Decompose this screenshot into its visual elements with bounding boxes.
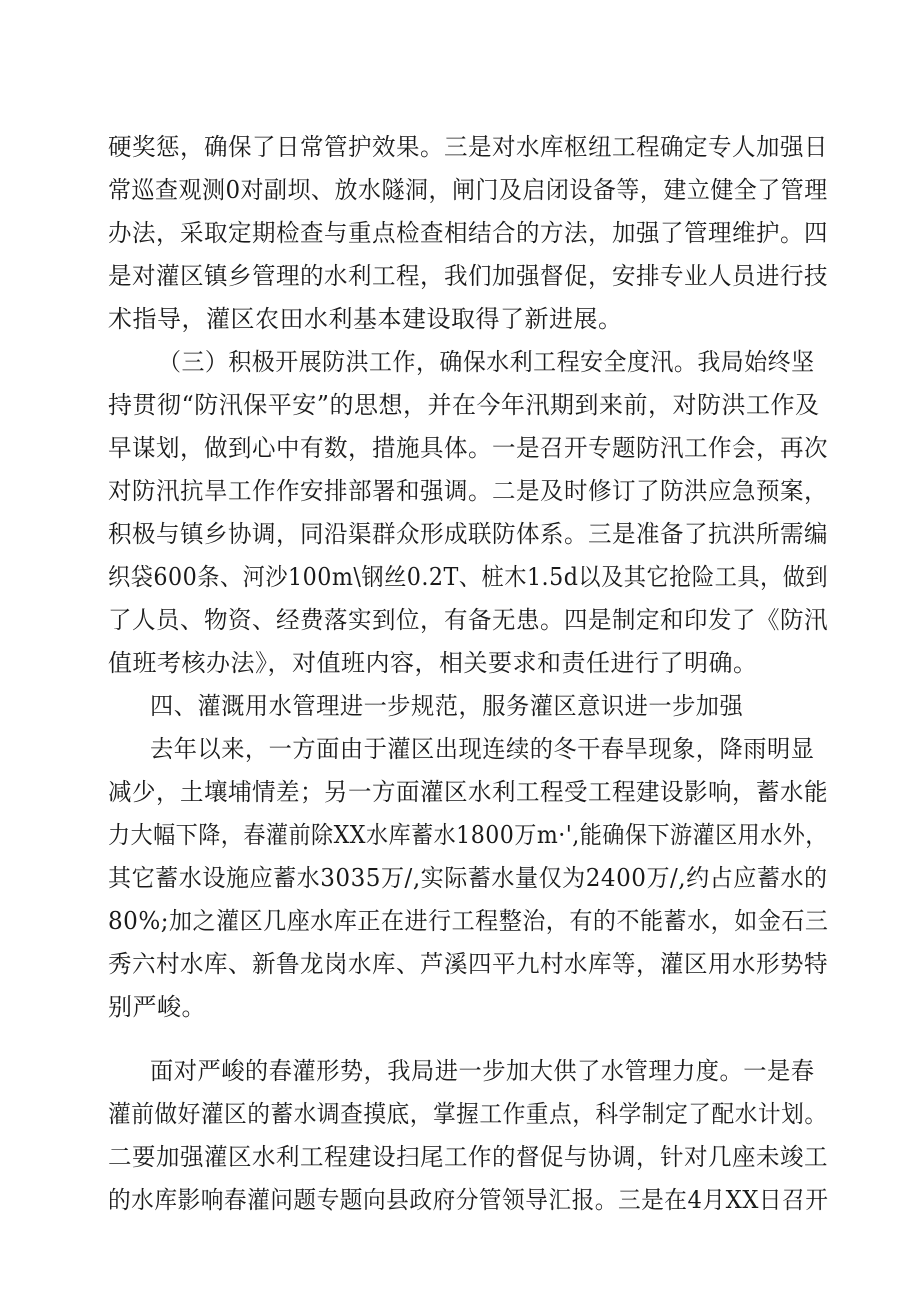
text-line-23: 灌前做好灌区的蓄水调查摸底，掌握工作重点，科学制定了配水计划。 bbox=[108, 1100, 828, 1128]
text-line-05: 术指导，灌区农田水利基本建设取得了新进展。 bbox=[108, 305, 623, 333]
text-line-15: 去年以来，一方面由于灌区出现连续的冬干春旱现象，降雨明显 bbox=[150, 735, 815, 763]
text-line-01: 硬奖惩，确保了日常管护效果。三是对水库枢纽工程确定专人加强日 bbox=[108, 133, 829, 161]
text-line-25: 的水库影响春灌问题专题向县政府分管领导汇报。三是在4月XX日召开 bbox=[108, 1186, 829, 1214]
text-line-04: 是对灌区镇乡管理的水利工程，我们加强督促，安排专业人员进行技 bbox=[108, 262, 829, 290]
section-heading: 四、灌溉用水管理进一步规范，服务灌区意识进一步加强 bbox=[150, 692, 744, 720]
text-line-24: 二要加强灌区水利工程建设扫尾工作的督促与协调，针对几座未竣工 bbox=[108, 1143, 829, 1171]
text-line-22: 面对严峻的春灌形势，我局进一步加大供了水管理力度。一是春 bbox=[150, 1057, 815, 1085]
text-line-10: 积极与镇乡协调，同沿渠群众形成联防体系。三是准备了抗洪所需编 bbox=[108, 520, 829, 548]
text-line-02: 常巡查观测0对副坝、放水隧洞，闸门及启闭设备等，建立健全了管理 bbox=[108, 176, 828, 204]
text-line-19: 80%;加之灌区几座水库正在进行工程整治，有的不能蓄水，如金石三 bbox=[108, 907, 829, 935]
text-line-09: 对防汛抗旱工作作安排部署和强调。二是及时修订了防洪应急预案， bbox=[108, 477, 829, 505]
text-line-21: 别严峻。 bbox=[108, 993, 206, 1021]
text-line-12: 了人员、物资、经费落实到位，有备无患。四是制定和印发了《防汛 bbox=[108, 606, 829, 634]
text-line-03: 办法，采取定期检查与重点检查相结合的方法，加强了管理维护。四 bbox=[108, 219, 829, 247]
text-line-20: 秀六村水库、新鲁龙岗水库、芦溪四平九村水库等，灌区用水形势特 bbox=[108, 950, 829, 978]
text-line-16: 减少，土壤埔情差；另一方面灌区水利工程受工程建设影响，蓄水能 bbox=[108, 778, 829, 806]
text-line-06: （三）积极开展防洪工作，确保水利工程安全度汛。我局始终坚 bbox=[158, 348, 815, 376]
text-line-18: 其它蓄水设施应蓄水3035万/,实际蓄水量仅为2400万/,约占应蓄水的 bbox=[108, 864, 828, 892]
text-line-13: 值班考核办法》，对值班内容，相关要求和责任进行了明确。 bbox=[108, 649, 758, 677]
text-line-08: 早谋划，做到心中有数，措施具体。一是召开专题防汛工作会，再次 bbox=[108, 434, 829, 462]
text-line-07: 持贯彻“防汛保平安”的思想，并在今年汛期到来前，对防洪工作及 bbox=[108, 391, 820, 419]
text-line-11: 织袋600条、河沙100m\钢丝0.2T、桩木1.5d以及其它抢险工具，做到 bbox=[108, 563, 829, 591]
text-line-17: 力大幅下降，春灌前除XX水库蓄水1800万m·',能确保下游灌区用水外， bbox=[108, 821, 828, 849]
